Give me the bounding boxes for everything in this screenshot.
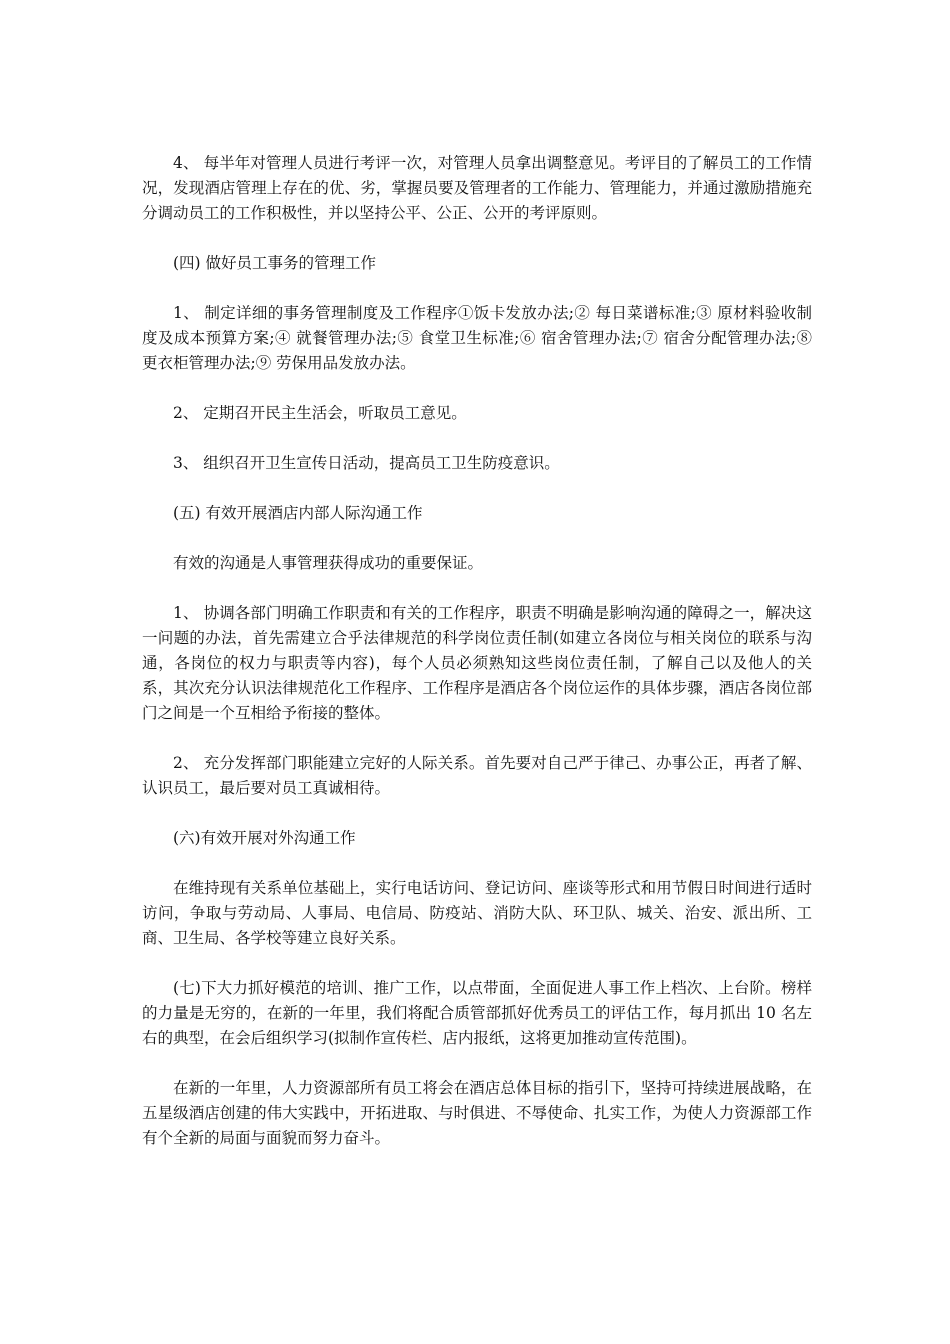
heading-section-6: (六)有效开展对外沟通工作 xyxy=(173,829,356,847)
paragraph-management-system: 1、 制定详细的事务管理制度及工作程序①饭卡发放办法;② 每日菜谱标准;③ 原材料验收制度及成本预算方案;④ 就餐管理办法;⑤ 食堂卫生标准;⑥ 宿舍管理办法;⑦ 宿舍分配管理办法;⑧ 更衣柜管理办法;⑨ 劳保用品发放办法。 xyxy=(142,304,812,372)
paragraph-coordinate-departments: 1、 协调各部门明确工作职责和有关的工作程序，职责不明确是影响沟通的障碍之一，解决这一问题的办法，首先需建立合乎法律规范的科学岗位责任制(如建立各岗位与相关岗位的联系与沟通，各岗位的权力与职责等内容)，每个人员必须熟知这些岗位责任制，了解自己以及他人的关系，其次充分认识法律规范化工作程序、工作程序是酒店各个岗位运作的具体步骤，酒店各岗位部门之间是一个互相给予衔接的整体。 xyxy=(142,604,812,722)
paragraph-communication-guarantee: 有效的沟通是人事管理获得成功的重要保证。 xyxy=(173,554,484,572)
paragraph-section-7-models: (七)下大力抓好模范的培训、推广工作，以点带面，全面促进人事工作上档次、上台阶。榜样的力量是无穷的，在新的一年里，我们将配合质管部抓好优秀员工的评估工作，每月抓出 10 名左右的典型，在会后组织学习(拟制作宣传栏、店内报纸，这将更加推动宣传范围)。 xyxy=(142,979,812,1047)
document-body xyxy=(142,151,812,1176)
paragraph-hygiene-day: 3、 组织召开卫生宣传日活动，提高员工卫生防疫意识。 xyxy=(173,454,560,472)
heading-section-4: (四) 做好员工事务的管理工作 xyxy=(173,254,377,272)
heading-section-5: (五) 有效开展酒店内部人际沟通工作 xyxy=(173,504,423,522)
paragraph-appraisal: 4、 每半年对管理人员进行考评一次，对管理人员拿出调整意见。考评目的了解员工的工作情况，发现酒店管理上存在的优、劣，掌握员要及管理者的工作能力、管理能力，并通过激励措施充分调动员工的工作积极性，并以坚持公平、公正、公开的考评原则。 xyxy=(142,154,812,222)
paragraph-democratic-meeting: 2、 定期召开民主生活会，听取员工意见。 xyxy=(173,404,467,422)
paragraph-conclusion: 在新的一年里，人力资源部所有员工将会在酒店总体目标的指引下，坚持可持续进展战略，在五星级酒店创建的伟大实践中，开拓进取、与时俱进、不辱使命、扎实工作，为使人力资源部工作有个全新的局面与面貌而努力奋斗。 xyxy=(142,1079,812,1147)
paragraph-interpersonal-relations: 2、 充分发挥部门职能建立完好的人际关系。首先要对自己严于律己、办事公正，再者了解、认识员工，最后要对员工真诚相待。 xyxy=(142,754,812,797)
paragraph-external-relations: 在维持现有关系单位基础上，实行电话访问、登记访问、座谈等形式和用节假日时间进行适时访问，争取与劳动局、人事局、电信局、防疫站、消防大队、环卫队、城关、治安、派出所、工商、卫生局、各学校等建立良好关系。 xyxy=(142,879,812,947)
